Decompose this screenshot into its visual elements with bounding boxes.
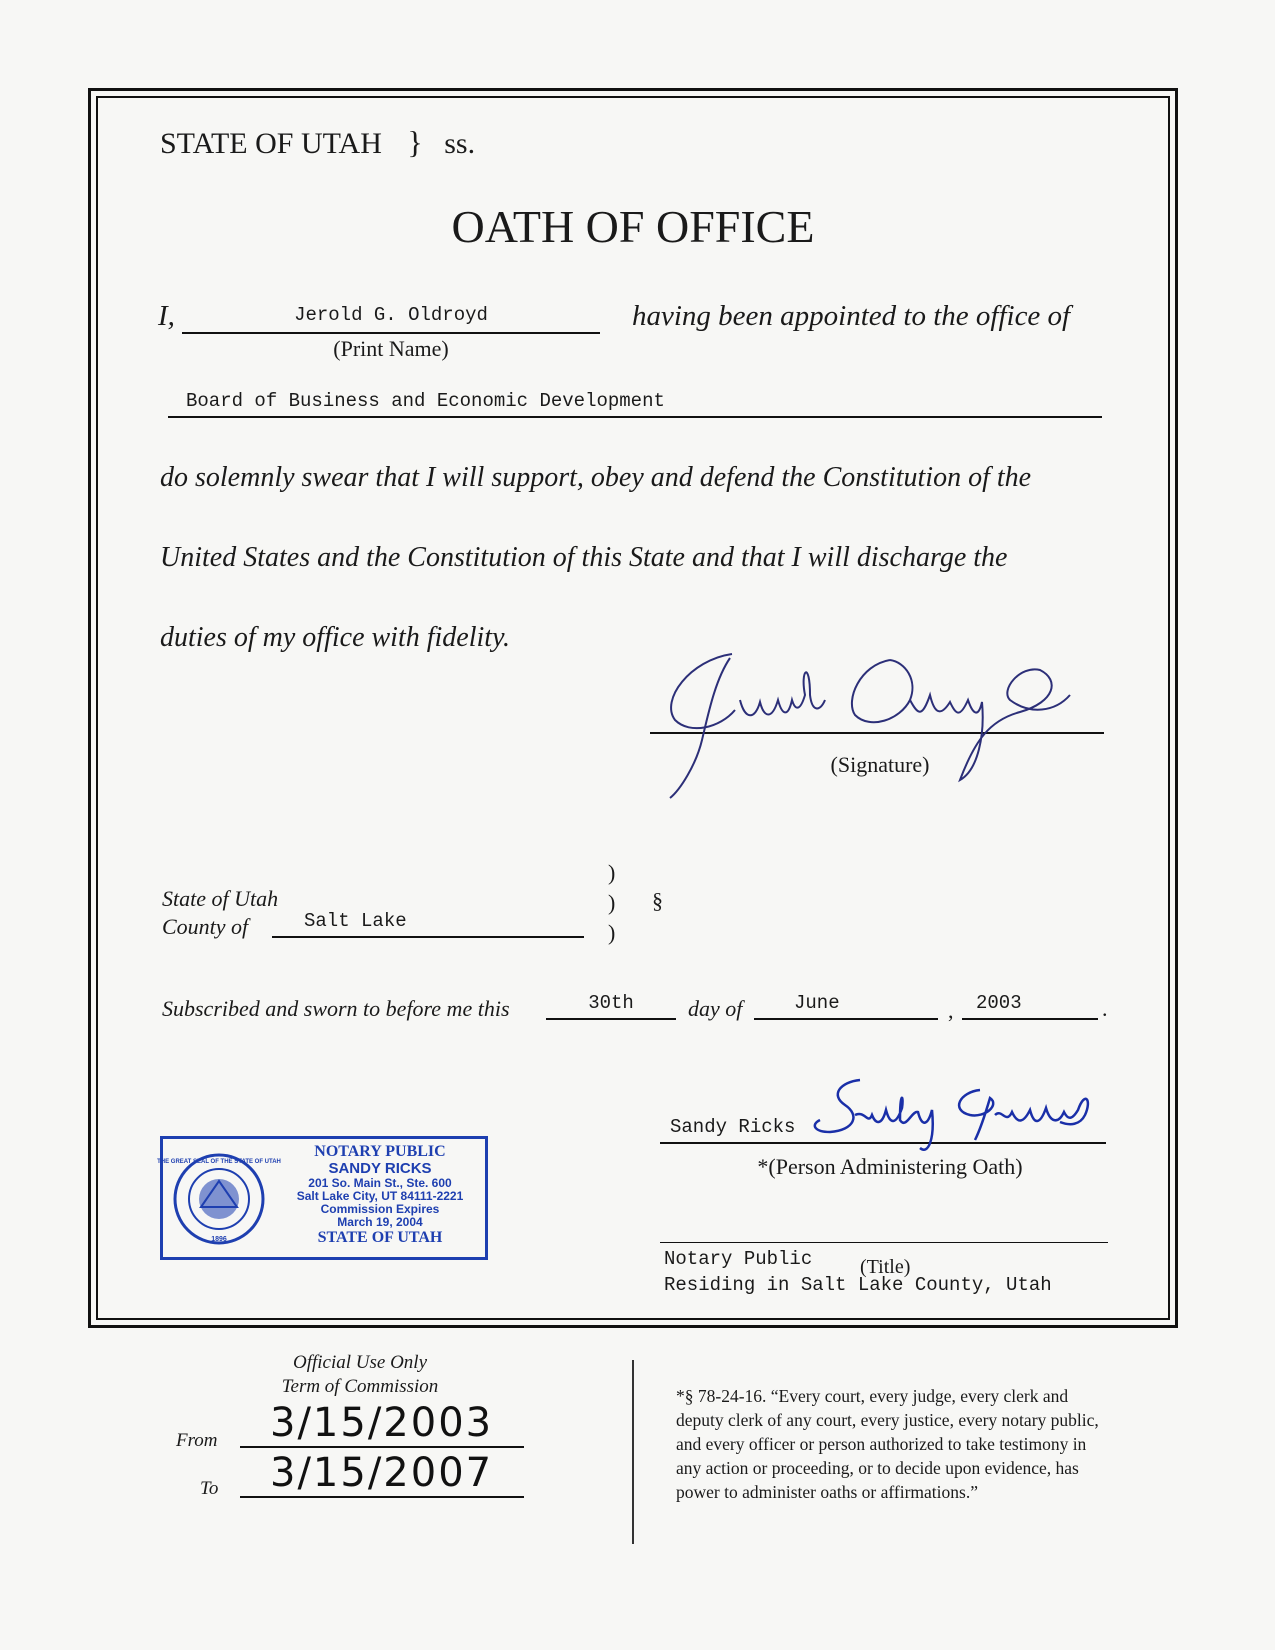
from-value: 3/15/2003 — [270, 1400, 494, 1446]
oath-line-3: duties of my office with fidelity. — [160, 622, 510, 653]
footnote — [676, 1384, 1099, 1504]
title-line-1: Notary Public — [664, 1248, 813, 1270]
day-of-label: day of — [688, 996, 743, 1021]
utah-seal-icon — [157, 1151, 281, 1247]
sworn-lead: Subscribed and sworn to before me this — [162, 996, 510, 1021]
to-line[interactable] — [240, 1450, 524, 1498]
to-label: To — [200, 1478, 219, 1499]
venue-county-label: County of — [162, 914, 249, 939]
notary-stamp — [157, 1136, 488, 1260]
stamp-line-4: Salt Lake City, UT 84111-2221 — [296, 1189, 464, 1203]
print-name-line[interactable] — [182, 300, 600, 334]
day-line[interactable] — [546, 992, 676, 1020]
county-value: Salt Lake — [304, 910, 407, 932]
appointed-text: having been appointed to the office of — [632, 300, 1071, 332]
term-heading: Term of Commission — [281, 1376, 439, 1397]
signature-caption: (Signature) — [830, 752, 930, 777]
year-value: 2003 — [976, 992, 1022, 1014]
venue-parens — [608, 858, 615, 948]
office-value: Board of Business and Economic Development — [186, 390, 665, 412]
stamp-line-6: March 19, 2004 — [337, 1215, 423, 1229]
office-line[interactable] — [168, 390, 1102, 418]
state-heading — [160, 124, 475, 161]
stamp-line-2: SANDY RICKS — [328, 1160, 432, 1177]
comma: , — [948, 998, 954, 1023]
administrator-caption: *(Person Administering Oath) — [757, 1154, 1023, 1179]
official-use-heading: Official Use Only — [292, 1352, 428, 1373]
print-name-value: Jerold G. Oldroyd — [294, 304, 488, 326]
footnote-line-5: power to administer oaths or affirmations.” — [676, 1482, 978, 1502]
administrator-typed-name: Sandy Ricks — [670, 1116, 796, 1138]
period: . — [1102, 996, 1108, 1021]
paren-2: ) — [608, 890, 616, 915]
ss-label: ss. — [444, 127, 476, 160]
from-label: From — [176, 1430, 218, 1451]
footnote-line-2: deputy clerk of any court, every justice, every notary public, — [676, 1410, 1099, 1430]
document-title: OATH OF OFFICE — [451, 201, 815, 252]
vertical-divider — [632, 1360, 634, 1544]
oath-line-2: United States and the Constitution of this State and that I will discharge the — [160, 542, 1008, 573]
footnote-line-3: and every officer or person authorized to take testimony in — [676, 1434, 1087, 1454]
venue-state: State of Utah — [162, 886, 279, 911]
title-line-2: Residing in Salt Lake County, Utah — [664, 1274, 1052, 1296]
seal-year: 1896 — [211, 1236, 227, 1243]
i-label: I, — [158, 300, 175, 332]
paren-1: ) — [608, 860, 616, 885]
state-label: STATE OF UTAH — [160, 127, 382, 160]
month-value: June — [794, 992, 840, 1014]
footnote-line-4: any action or proceeding, or to decide upon evidence, has — [676, 1458, 1079, 1478]
stamp-line-1: NOTARY PUBLIC — [314, 1143, 446, 1160]
stamp-line-3: 201 So. Main St., Ste. 600 — [308, 1176, 452, 1190]
to-value: 3/15/2007 — [270, 1450, 494, 1496]
print-name-caption: (Print Name) — [333, 336, 449, 361]
stamp-line-7: STATE OF UTAH — [317, 1229, 443, 1246]
title-caption: (Title) — [860, 1256, 911, 1278]
title-line[interactable] — [660, 1240, 1108, 1243]
section-mark: § — [652, 888, 663, 913]
stamp-line-5: Commission Expires — [320, 1202, 440, 1216]
brace: } — [407, 124, 423, 160]
sandy-ricks-signature — [810, 1070, 1100, 1150]
seal-text: THE GREAT SEAL OF THE STATE OF UTAH — [157, 1159, 281, 1165]
month-line[interactable] — [754, 992, 938, 1020]
oath-line-1: do solemnly swear that I will support, obey and defend the Constitution of the — [160, 462, 1032, 493]
day-value: 30th — [588, 992, 634, 1014]
paren-3: ) — [608, 920, 616, 945]
from-line[interactable] — [240, 1400, 524, 1448]
footnote-line-1: *§ 78-24-16. “Every court, every judge, every clerk and — [676, 1386, 1069, 1406]
year-line[interactable] — [962, 992, 1098, 1020]
county-line[interactable] — [272, 910, 584, 938]
